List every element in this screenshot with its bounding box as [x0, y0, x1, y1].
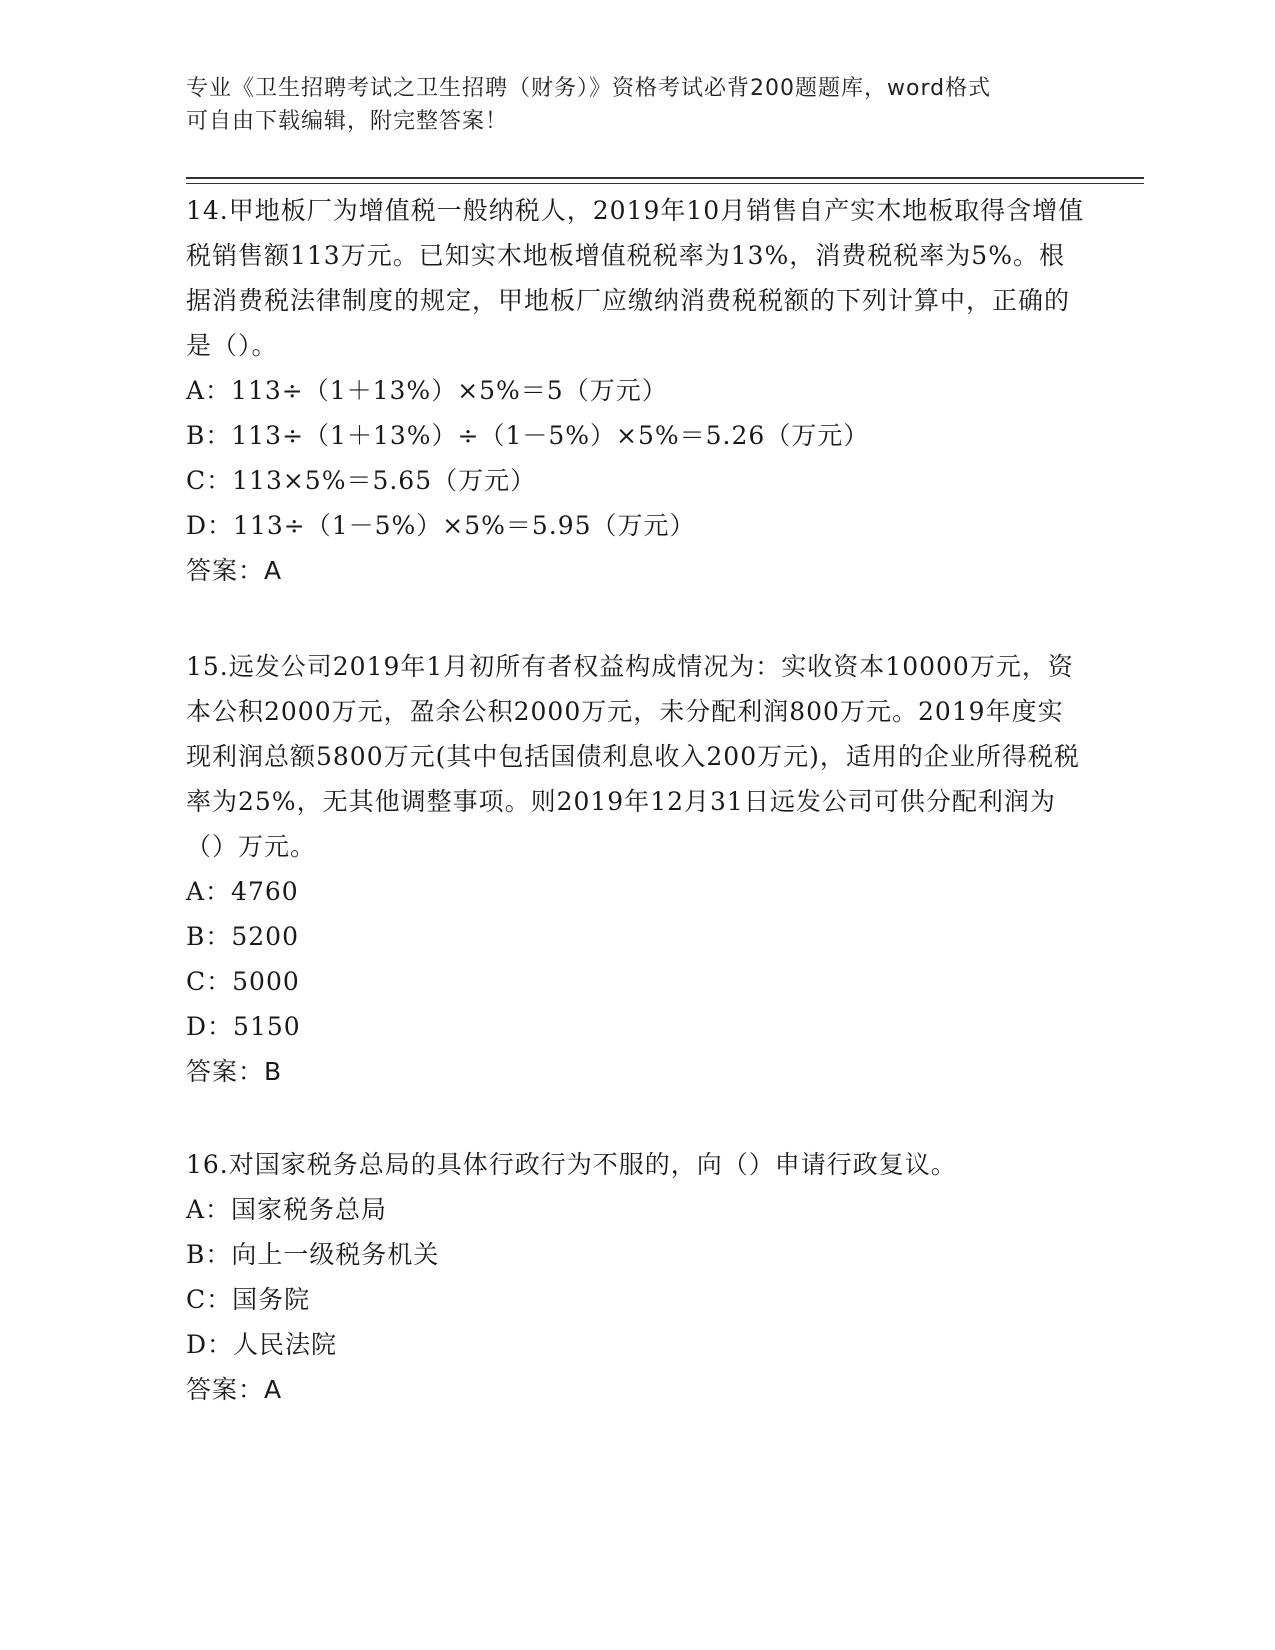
option-a: A：国家税务总局 [186, 1195, 388, 1224]
header-line-2: 可自由下载编辑，附完整答案！ [186, 109, 509, 134]
question-16 [186, 1142, 1086, 1412]
option-c: C：5000 [186, 967, 300, 996]
option-a: A：113÷（1＋13%）×5%＝5（万元） [186, 376, 668, 405]
question-15 [186, 644, 1086, 1094]
option-d: D：113÷（1－5%）×5%＝5.95（万元） [186, 511, 696, 540]
answer-label: 答案：B [186, 1057, 283, 1086]
question-14 [186, 188, 1086, 593]
answer-label: 答案：A [186, 556, 283, 585]
question-stem: 16.对国家税务总局的具体行政行为不服的，向（）申请行政复议。 [186, 1150, 957, 1179]
option-c: C：国务院 [186, 1285, 311, 1314]
option-d: D：5150 [186, 1012, 301, 1041]
answer-label: 答案：A [186, 1375, 283, 1404]
option-a: A：4760 [186, 877, 299, 906]
header-line-1: 专业《卫生招聘考试之卫生招聘（财务）》资格考试必背200题题库，word格式 [186, 76, 992, 101]
option-c: C：113×5%＝5.65（万元） [186, 466, 537, 495]
header-divider-thin [186, 183, 1144, 184]
option-b: B：113÷（1＋13%）÷（1－5%）×5%＝5.26（万元） [186, 421, 870, 450]
question-stem: 15.远发公司2019年1月初所有者权益构成情况为：实收资本10000万元，资本公积2000万元，盈余公积2000万元，未分配利润800万元。2019年度实现利润总额5800万元(其中包括国债利息收入200万元)，适用的企业所得税税率为25%，无其他调整事项。则2019年12月31日远发公司可供分配利润为（）万元。 [186, 652, 1080, 861]
document-header [186, 72, 1086, 138]
header-divider-thick [186, 177, 1144, 179]
option-b: B：向上一级税务机关 [186, 1240, 440, 1269]
question-stem: 14.甲地板厂为增值税一般纳税人，2019年10月销售自产实木地板取得含增值税销售额113万元。已知实木地板增值税税率为13%，消费税税率为5%。根据消费税法律制度的规定，甲地板厂应缴纳消费税税额的下列计算中，正确的是（）。 [186, 196, 1085, 360]
option-b: B：5200 [186, 922, 299, 951]
option-d: D：人民法院 [186, 1330, 338, 1359]
